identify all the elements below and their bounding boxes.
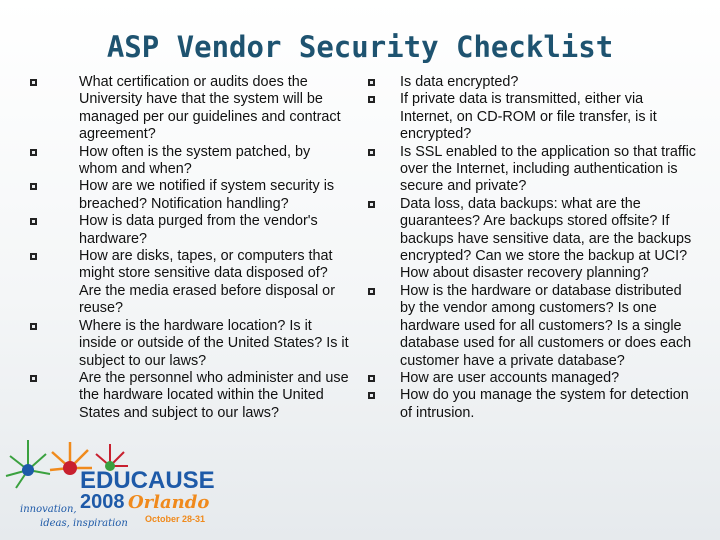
bullet-text: Is data encrypted? — [400, 74, 519, 90]
right-bullet-item — [368, 196, 698, 283]
left-bullet-item — [30, 178, 350, 213]
logo-year: 2008 — [80, 491, 125, 513]
bullet-text: How is the hardware or database distributed by the vendor among customers? Is one hardware used for all customers? Is a single database used for all customers or does each customer have a private database? — [400, 282, 692, 369]
left-bullet-item — [30, 370, 350, 422]
bullet-icon — [368, 201, 375, 208]
left-bullet-item — [30, 213, 350, 248]
right-bullet-item — [368, 387, 698, 422]
bullet-icon — [368, 288, 375, 295]
logo-tagline-2: ideas, inspiration — [40, 518, 128, 529]
bullet-text: How often is the system patched, by whom and when? — [79, 143, 311, 178]
bullet-text: What certification or audits does the University have that the system will be managed per our guidelines and contract agreement? — [79, 74, 341, 143]
bullet-text: How is data purged from the vendor's hardware? — [79, 213, 318, 247]
left-bullet-item — [30, 74, 350, 144]
bullet-icon — [30, 218, 37, 225]
logo-name: EDUCAUSE — [80, 467, 215, 494]
bullet-text: Where is the hardware location? Is it inside or outside of the United States? Is it subject to our laws? — [79, 317, 349, 369]
bullet-text: Are the personnel who administer and use the hardware located within the United States and subject to our laws? — [79, 369, 349, 421]
left-bullet-item — [30, 318, 350, 370]
bullet-icon — [30, 79, 37, 86]
bullet-text: How are we notified if system security is breached? Notification handling? — [79, 178, 335, 212]
right-bullet-item — [368, 74, 698, 91]
right-bullet-item — [368, 283, 698, 370]
logo-tagline-1: innovation, — [20, 504, 77, 515]
slide-title: ASP Vendor Security Checklist — [106, 30, 614, 64]
right-bullet-list — [368, 74, 698, 422]
left-bullet-item — [30, 248, 350, 318]
bullet-icon — [30, 149, 37, 156]
bullet-icon — [30, 253, 37, 260]
bullet-text: Is SSL enabled to the application so that traffic over the Internet, including authentication is secure and private? — [400, 143, 696, 195]
logo-city: Orlando — [128, 492, 210, 513]
bullet-icon — [368, 149, 375, 156]
bullet-icon — [30, 183, 37, 190]
bullet-icon — [368, 375, 375, 382]
right-bullet-item — [368, 370, 698, 387]
bullet-icon — [30, 323, 37, 330]
bullet-text: How do you manage the system for detection of intrusion. — [400, 387, 689, 421]
bullet-icon — [368, 392, 375, 399]
right-bullet-item — [368, 144, 698, 196]
left-bullet-list — [30, 74, 350, 422]
bullet-text: If private data is transmitted, either via Internet, on CD-ROM or file transfer, is it encrypted? — [400, 91, 657, 143]
bullet-icon — [368, 79, 375, 86]
left-bullet-item — [30, 144, 350, 179]
right-bullet-item — [368, 91, 698, 143]
educause-logo — [0, 430, 240, 540]
logo-dates: October 28-31 — [145, 514, 206, 524]
bullet-icon — [368, 96, 375, 103]
bullet-text: How are disks, tapes, or computers that might store sensitive data disposed of? Are the media erased before disposal or reuse? — [79, 248, 335, 317]
bullet-text: How are user accounts managed? — [400, 369, 620, 386]
bullet-text: Data loss, data backups: what are the guarantees? Are backups stored offsite? If backups have sensitive data, are the backups encrypted? Can we store the backup at UCI? How about disaster recovery planning? — [400, 195, 692, 282]
bullet-icon — [30, 375, 37, 382]
